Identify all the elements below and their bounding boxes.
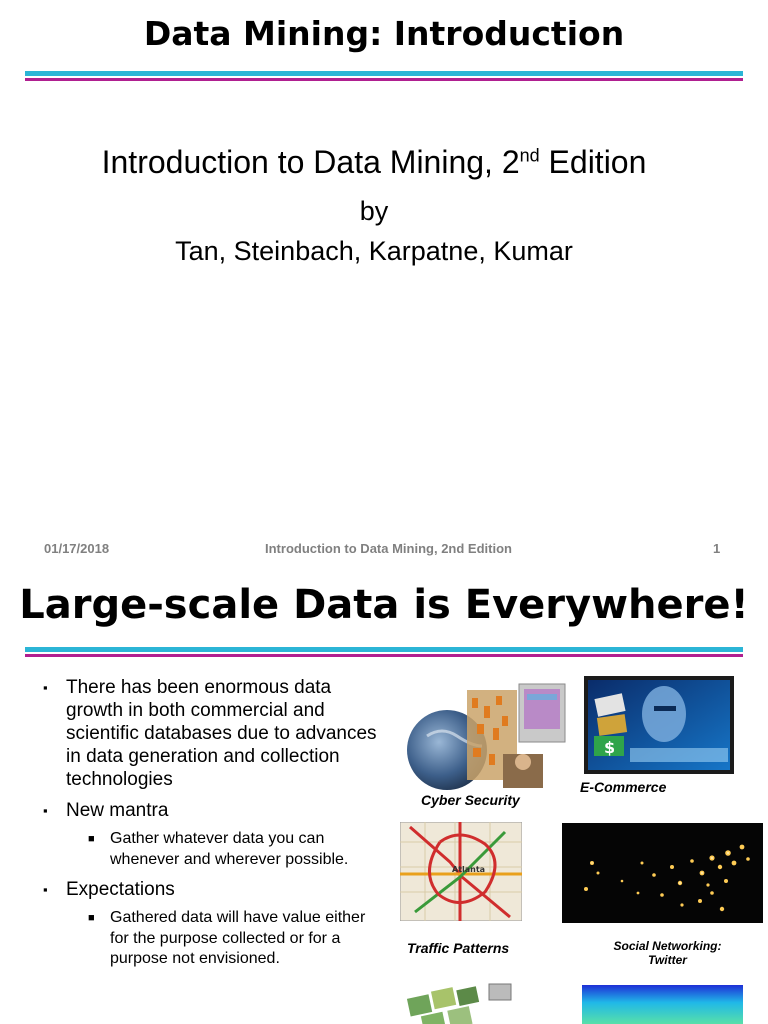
traffic-map-image (400, 822, 522, 921)
title-rule-cyan (25, 71, 743, 76)
caption-traffic-patterns: Traffic Patterns (407, 940, 510, 956)
sky-survey-tiles-image (405, 978, 515, 1024)
ecommerce-image (584, 676, 734, 774)
caption-cyber-security: Cyber Security (421, 792, 520, 808)
title-rule-cyan (25, 647, 743, 652)
book-title: Introduction to Data Mining, 2nd Edition (101, 144, 647, 180)
bullet-item: ▪ New mantra (25, 799, 380, 822)
title-rule-magenta (25, 78, 743, 81)
footer-title: Introduction to Data Mining, 2nd Edition (265, 541, 512, 556)
bullet-item: ▪ There has been enormous data growth in both commercial and scientific databases due to advances in data generation and collection technologies (25, 676, 380, 791)
footer-page-number: 1 (713, 541, 721, 556)
bullet-item: ▪ Expectations (25, 878, 380, 901)
title-rule-magenta (25, 654, 743, 657)
svg-text:$: $ (604, 738, 616, 757)
slide1-title: Data Mining: Introduction (143, 14, 625, 53)
sub-bullet-item: ■ Gathered data will have value either for the purpose collected or for a purpose not envisioned. (25, 908, 380, 970)
caption-ecommerce: E-Commerce (580, 779, 667, 795)
image-credit-vertical (737, 676, 751, 776)
authors: Tan, Steinbach, Karpatne, Kumar (175, 236, 573, 266)
by-label: by (359, 196, 389, 226)
footer-date: 01/17/2018 (44, 541, 110, 556)
heatmap-image (582, 985, 743, 1024)
bullet-list (25, 676, 380, 970)
slide2-title: Large-scale Data is Everywhere! (19, 582, 749, 628)
cyber-security-image (407, 676, 570, 792)
social-network-map-image (562, 823, 763, 923)
map-city-label: Atlanta (452, 865, 486, 874)
caption-social-networking: Social Networking: Twitter (613, 939, 722, 967)
sub-bullet-item: ■ Gather whatever data you can whenever and wherever possible. (25, 829, 380, 870)
